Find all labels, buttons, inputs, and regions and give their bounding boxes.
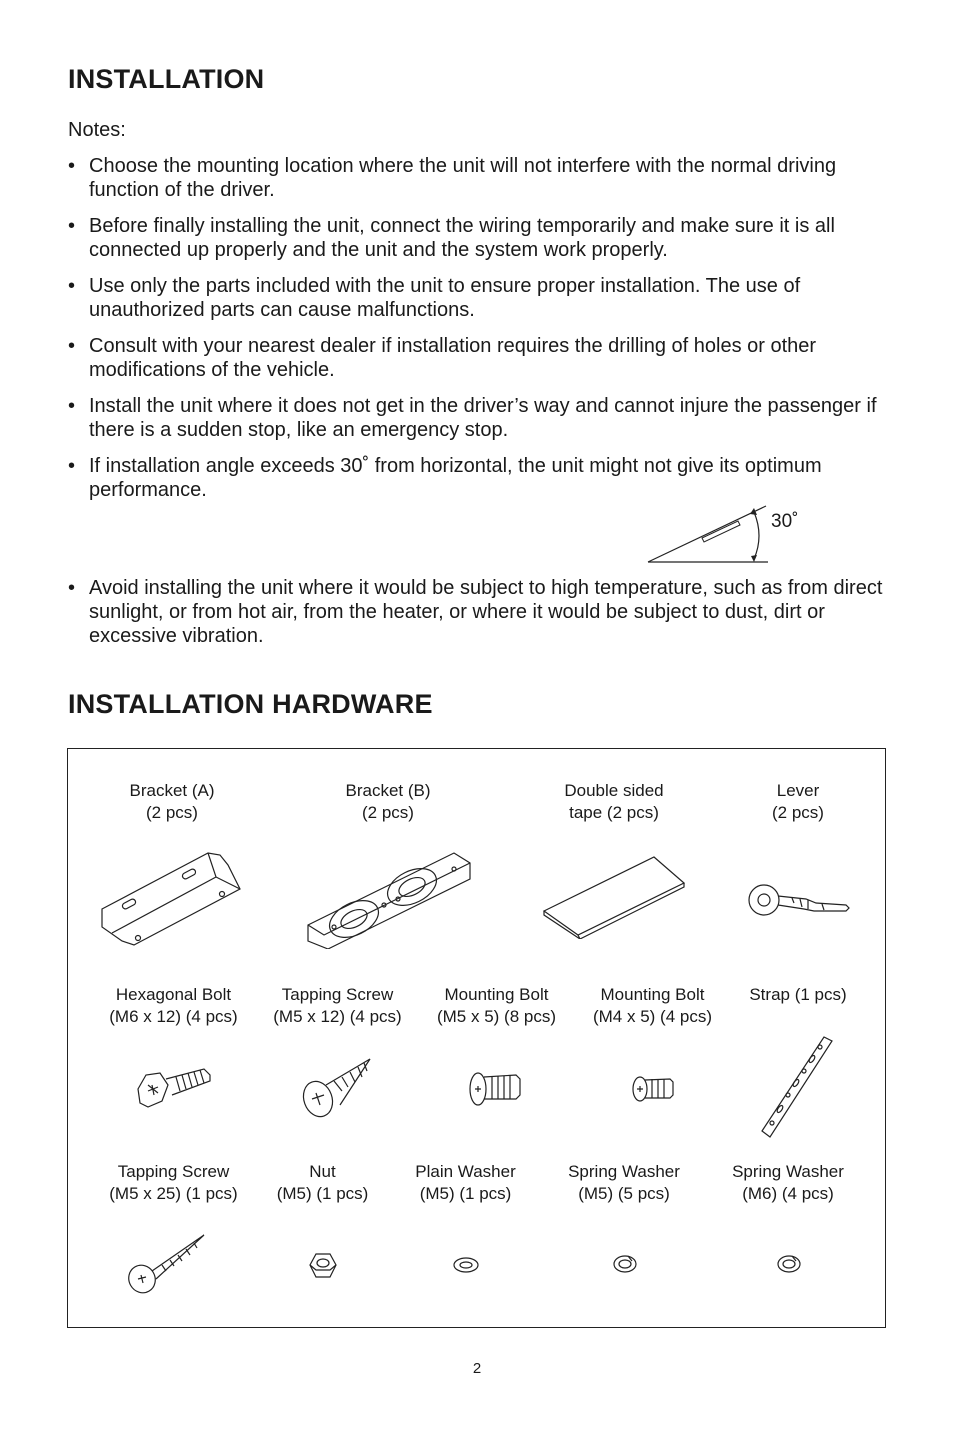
angle-diagram	[89, 502, 898, 564]
mounting-bolt-icon	[466, 1069, 526, 1109]
hardware-item-bracket-a: Bracket (A) (2 pcs)	[129, 781, 215, 822]
note-item: • Before finally installing the unit, connect the wiring temporarily and make sure it is all connected up properly and the unit and the system work properly.	[68, 214, 898, 262]
hardware-box	[67, 748, 886, 1328]
note-item: • Choose the mounting location where the unit will not interfere with the normal driving function of the driver.	[68, 154, 898, 202]
long-screw-icon	[126, 1233, 208, 1297]
note-item: • Install the unit where it does not get in the driver’s way and cannot injure the passenger if there is a sudden stop, like an emergency stop.	[68, 394, 898, 442]
hardware-item-tape: Double sided tape (2 pcs)	[564, 781, 664, 822]
nut-icon	[308, 1251, 338, 1281]
tapping-screw-icon	[300, 1055, 376, 1121]
note-item: • Consult with your nearest dealer if installation requires the drilling of holes or other modifications of the vehicle.	[68, 334, 898, 382]
hardware-item-mounting-bolt-m4: Mounting Bolt (M4 x 5) (4 pcs)	[592, 985, 713, 1026]
hardware-item-lever: Lever (2 pcs)	[772, 781, 824, 822]
page-title: INSTALLATION	[68, 64, 265, 94]
hardware-item-hex-bolt: Hexagonal Bolt (M6 x 12) (4 pcs)	[109, 985, 238, 1026]
hex-bolt-icon	[134, 1065, 214, 1117]
note-item-angle	[68, 454, 898, 564]
hardware-item-tapping-screw: Tapping Screw (M5 x 12) (4 pcs)	[273, 985, 402, 1026]
lever-icon	[746, 881, 852, 919]
page-number: 2	[472, 1360, 482, 1377]
angle-label: 30˚	[771, 511, 799, 532]
hardware-item-spring-washer-m5: Spring Washer (M5) (5 pcs)	[568, 1162, 680, 1203]
spring-washer-m6-icon	[776, 1253, 802, 1275]
hardware-item-spring-washer-m6: Spring Washer (M6) (4 pcs)	[732, 1162, 844, 1203]
strap-icon	[754, 1033, 834, 1141]
bracket-a-icon	[98, 849, 248, 949]
hardware-item-strap: Strap (1 pcs)	[749, 985, 847, 1004]
hardware-item-long-screw: Tapping Screw (M5 x 25) (1 pcs)	[109, 1162, 238, 1203]
hardware-item-mounting-bolt-m5: Mounting Bolt (M5 x 5) (8 pcs)	[436, 985, 557, 1026]
plain-washer-icon	[452, 1255, 480, 1275]
note-item: • Use only the parts included with the unit to ensure proper installation. The use of unauthorized parts can cause malfunctions.	[68, 274, 898, 322]
notes-label: Notes:	[68, 119, 126, 141]
mounting-bolt-small-icon	[630, 1073, 678, 1105]
hardware-item-nut: Nut (M5) (1 pcs)	[276, 1162, 369, 1203]
hardware-item-plain-washer: Plain Washer (M5) (1 pcs)	[415, 1162, 516, 1203]
hardware-title: INSTALLATION HARDWARE	[68, 689, 433, 719]
notes-list	[68, 154, 898, 660]
tape-icon	[542, 853, 688, 939]
spring-washer-icon	[612, 1253, 638, 1275]
note-item-angle-text: If installation angle exceeds 30˚ from horizontal, the unit might not give its optimum performance.	[89, 455, 822, 501]
hardware-item-bracket-b: Bracket (B) (2 pcs)	[345, 781, 431, 822]
note-item: • Avoid installing the unit where it would be subject to high temperature, such as from direct sunlight, or from hot air, from the heater, or where it would be subject to dust, dirt or excessive vibration.	[68, 576, 898, 648]
bracket-b-icon	[304, 849, 474, 949]
angle-30-icon	[646, 504, 771, 566]
